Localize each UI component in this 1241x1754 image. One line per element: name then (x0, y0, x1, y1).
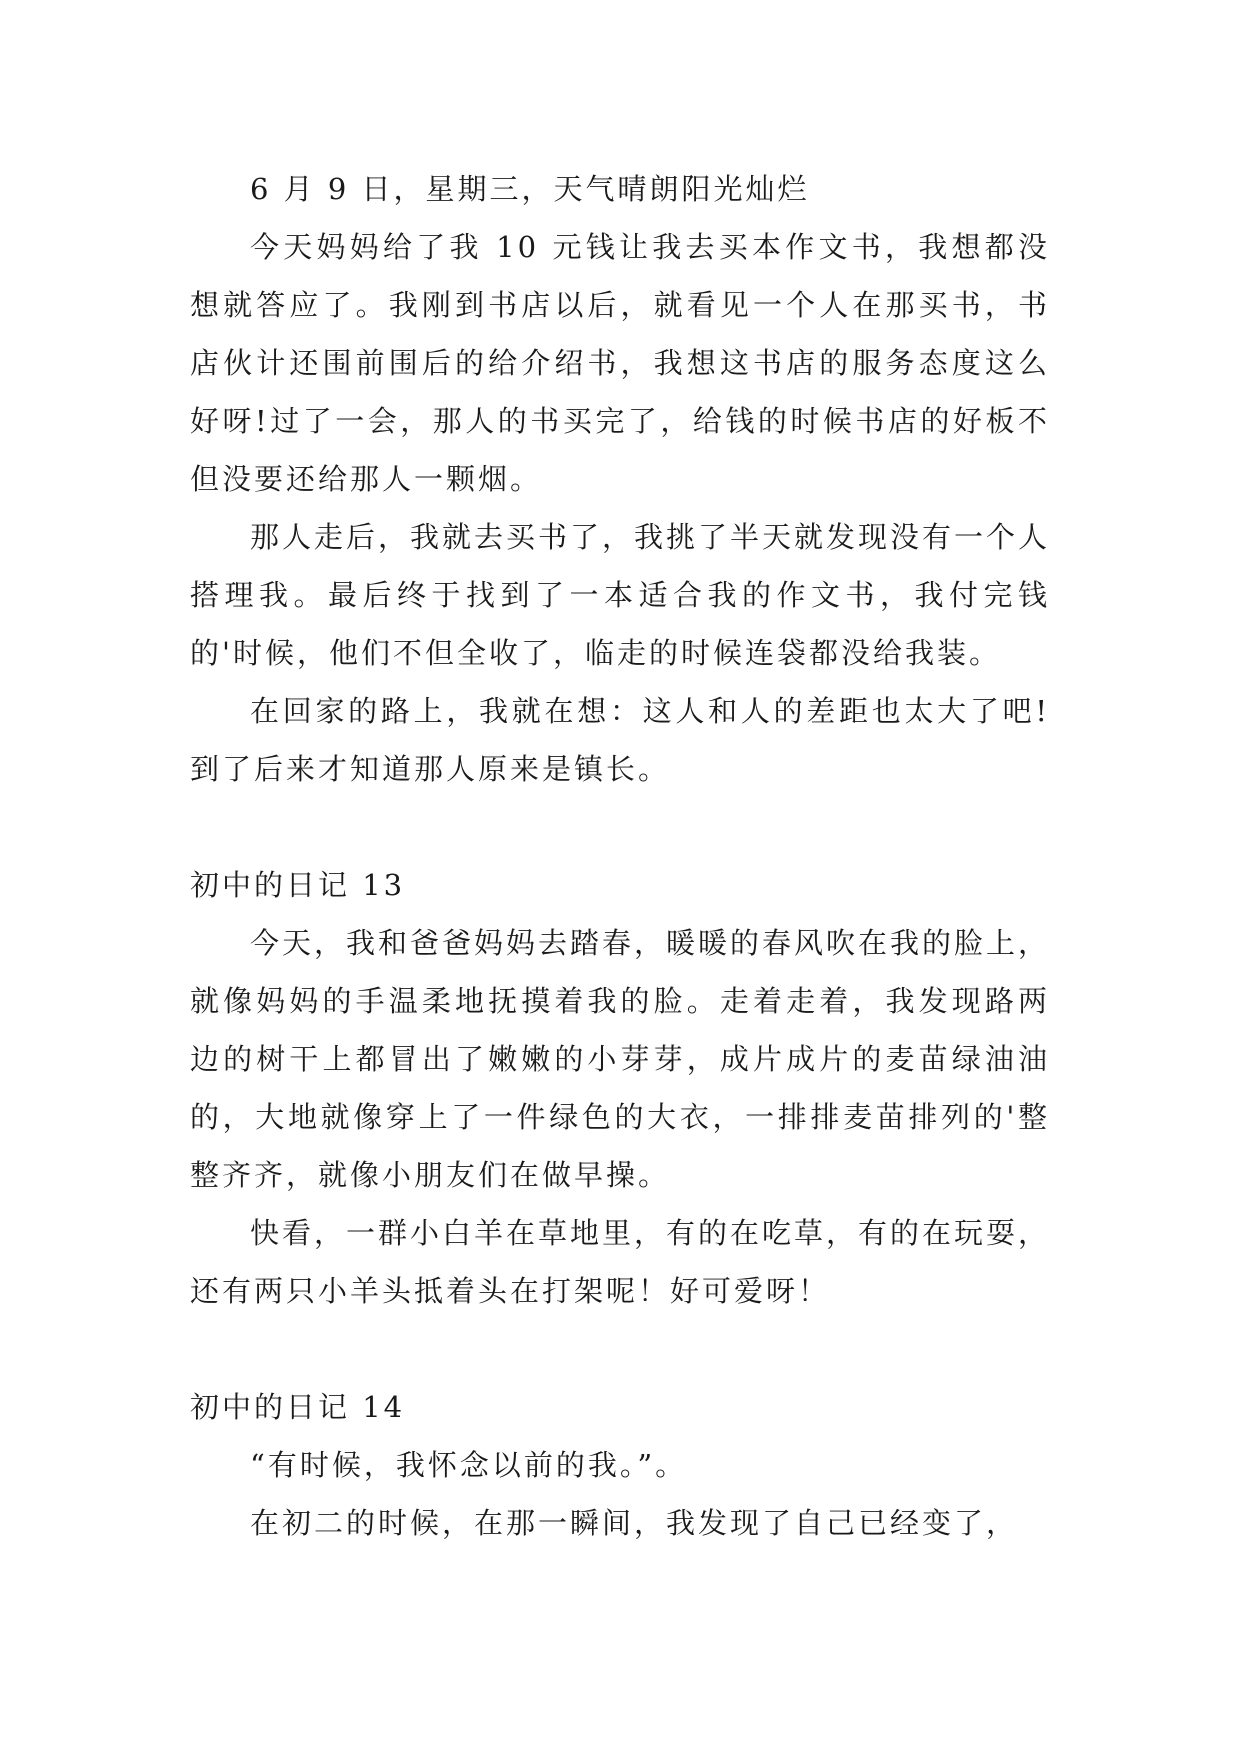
paragraph-spacer (190, 798, 1050, 856)
paragraph: 在初二的时候，在那一瞬间，我发现了自己已经变了， (250, 1506, 1019, 1540)
paragraph-spacer (190, 1320, 1050, 1378)
section-heading: 初中的日记 14 (190, 1390, 406, 1424)
paragraph: 在回家的路上，我就在想：这人和人的差距也太大了吧!到了后来才知道那人原来是镇长。 (190, 694, 1050, 786)
paragraph: 今天，我和爸爸妈妈去踏春，暖暖的春风吹在我的脸上，就像妈妈的手温柔地抚摸着我的脸。走着走着，我发现路两边的树干上都冒出了嫩嫩的小芽芽，成片成片的麦苗绿油油的，大地就像穿上了一件绿色的大衣，一排排麦苗排列的'整整齐齐，就像小朋友们在做早操。 (190, 926, 1051, 1192)
paragraph: 今天妈妈给了我 10 元钱让我去买本作文书，我想都没想就答应了。我刚到书店以后，就看见一个人在那买书，书店伙计还围前围后的给介绍书，我想这书店的服务态度这么好呀!过了一会，那人的书买完了，给钱的时候书店的好板不但没要还给那人一颗烟。 (190, 230, 1050, 496)
paragraph-quote: “有时候，我怀念以前的我。”。 (250, 1448, 688, 1482)
document-body (190, 160, 1050, 1552)
paragraph: 快看，一群小白羊在草地里，有的在吃草，有的在玩耍，还有两只小羊头抵着头在打架呢！好可爱呀！ (190, 1216, 1051, 1308)
paragraph-date-line: 6 月 9 日，星期三，天气晴朗阳光灿烂 (250, 172, 810, 206)
section-heading: 初中的日记 13 (190, 868, 406, 902)
paragraph: 那人走后，我就去买书了，我挑了半天就发现没有一个人搭理我。最后终于找到了一本适合我的作文书，我付完钱的'时候，他们不但全收了，临走的时候连袋都没给我装。 (190, 520, 1051, 670)
